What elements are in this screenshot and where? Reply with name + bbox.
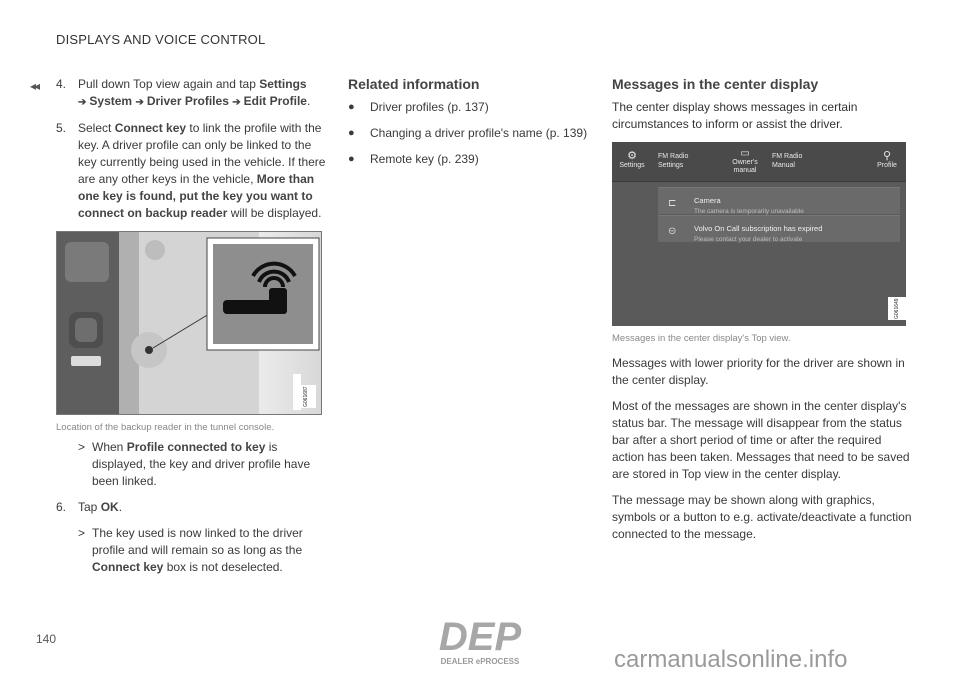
profile-tile: ⚲ Profile — [874, 150, 900, 170]
step-number: 6. — [56, 500, 67, 514]
fm-radio-settings-tile: FM Radio Settings — [658, 153, 689, 169]
paragraph: The message may be shown along with graphics, symbols or a button to e.g. activate/deactivate a function connected to the message. — [612, 493, 912, 541]
related-link[interactable]: ● Driver profiles (p. 137) — [348, 100, 489, 114]
logo-subtext: DEALER ePROCESS — [440, 657, 520, 666]
bullet-icon: ● — [348, 127, 355, 139]
person-icon: ⚲ — [882, 150, 892, 162]
gear-icon: ⚙ — [627, 150, 637, 162]
owners-manual-tile: ▭ Owner's manual — [730, 148, 760, 175]
column-related — [348, 76, 608, 177]
paragraph: Messages with lower priority for the driver are shown in the center display. — [612, 356, 905, 387]
step-5: 5. Select Connect key to link the profile with the key. A driver profile can only be linked to the key currently being used in the vehicle. If there are any other keys in the vehicle, More than one key is found, put the key you want to connect on backup reader will be displayed. — [56, 121, 326, 220]
book-icon: ▭ — [740, 148, 750, 159]
result-5: > When Profile connected to key is displayed, the key and driver profile have been linked. — [78, 440, 311, 488]
tunnel-console-photo — [56, 231, 322, 415]
image-code: G061687 — [297, 385, 316, 408]
ok-label: OK — [100, 500, 119, 514]
edit-profile-label: Edit Profile — [243, 94, 307, 108]
screen-caption: Messages in the center display's Top view. — [612, 333, 791, 344]
driver-profiles-label: Driver Profiles — [146, 94, 229, 108]
watermark-text: carmanualsonline.info — [614, 646, 848, 673]
page-number: 140 — [36, 632, 57, 646]
dealer-eprocess-logo — [414, 616, 546, 668]
image-code: G061649 — [888, 297, 906, 320]
result-marker: > — [78, 526, 86, 540]
column-messages — [612, 76, 912, 552]
settings-label: Settings — [259, 77, 307, 91]
logo-mark: DEP — [438, 616, 522, 659]
more-keys-message: More than one key is found, put the key you want to connect on backup reader — [78, 172, 315, 220]
fm-radio-manual-tile: FM Radio Manual — [772, 153, 803, 169]
bullet-icon: ● — [348, 101, 355, 113]
messages-heading: Messages in the center display — [612, 76, 819, 92]
connect-key-label: Connect key — [92, 560, 164, 574]
arrow-right-icon: ➔ — [232, 97, 241, 108]
running-header: DISPLAYS AND VOICE CONTROL — [56, 32, 266, 47]
voc-icon: ⊝ — [668, 226, 677, 237]
settings-tile: ⚙ Settings — [619, 150, 645, 169]
camera-icon: ⊏ — [668, 198, 677, 209]
system-label: System — [89, 94, 133, 108]
profile-connected-message: Profile connected to key — [126, 440, 266, 454]
voc-message: ⊝ Volvo On Call subscription has expired Please contact your dealer to activate — [658, 215, 900, 242]
camera-message: ⊏ Camera The camera is temporarily unavailable — [658, 187, 900, 214]
photo-caption: Location of the backup reader in the tunnel console. — [56, 422, 275, 433]
column-steps — [56, 76, 326, 585]
lead-paragraph: The center display shows messages in certain circumstances to inform or assist the driver. — [612, 100, 858, 131]
arrow-right-icon: ➔ — [135, 97, 144, 108]
paragraph: Most of the messages are shown in the center display's status bar. The message will disappear from the status bar after a short period of time or after the required action has been taken. Messages that need to be saved are stored in Top view in the center display. — [612, 399, 910, 481]
center-display-illustration — [612, 142, 906, 326]
continued-icon: ◂◂ — [30, 79, 39, 93]
result-6: > The key used is now linked to the driver profile and will remain so as long as the Connect key box is not deselected. — [78, 526, 303, 574]
related-link[interactable]: ● Remote key (p. 239) — [348, 152, 479, 166]
step-number: 4. — [56, 77, 67, 91]
arrow-right-icon: ➔ — [78, 97, 87, 108]
result-marker: > — [78, 440, 86, 454]
step-number: 5. — [56, 121, 67, 135]
connect-key-label: Connect key — [114, 121, 187, 135]
bullet-icon: ● — [348, 153, 355, 165]
step-4: 4. Pull down Top view again and tap Settings ➔ System ➔ Driver Profiles ➔ Edit Profile. — [56, 77, 311, 108]
step-6: 6. Tap OK. — [56, 500, 123, 514]
top-view-bar — [612, 142, 906, 182]
related-heading: Related information — [348, 76, 480, 92]
related-link[interactable]: ● Changing a driver profile's name (p. 139) — [348, 126, 588, 140]
